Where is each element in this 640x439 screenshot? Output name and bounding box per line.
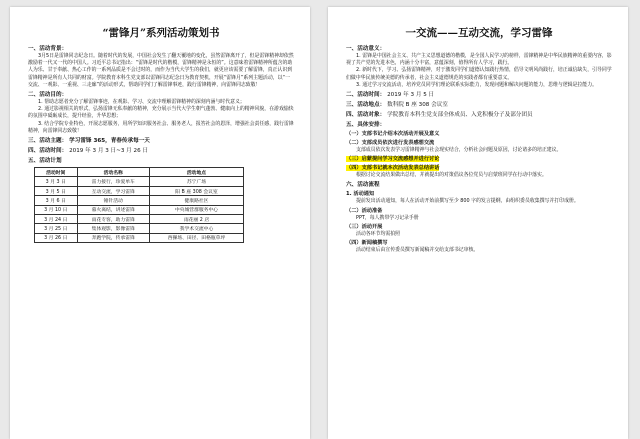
table-row — [35, 196, 244, 205]
significance-paragraph-1: 1. 雷锋是中国社会主义、共产主义思想道德的楷模，是全国人民学习的榜样，雷锋精神是中华民族精神的重要内容，影视了共产党的先进本色，内涵十分丰富，意蕴深刻，值得所有人学习，践行。 — [346, 53, 612, 67]
section-heading-arrangement: 五、具体安排： — [346, 122, 386, 129]
section-theme — [28, 138, 294, 145]
section-heading-plan: 五、活动计划 — [28, 158, 62, 165]
table-cell: 苏宁广场 — [149, 177, 243, 186]
section-heading-significance: 一、活动意义： — [346, 46, 386, 52]
audience-value: 学院教育本科生党支部全体成员、入党积极分子及部分团员 — [387, 112, 533, 119]
process-step-3-detail: 活动各环节均需拍照 — [356, 230, 401, 237]
table-header-row — [35, 168, 244, 177]
table-row — [35, 186, 244, 195]
table-cell: 奔跑学院，传承雷锋 — [77, 233, 149, 242]
section-heading-time: 四、活动时间： — [28, 148, 68, 155]
table-cell: 3 月 6 日 — [35, 196, 78, 205]
section-heading-background: 一、活动背景： — [28, 46, 68, 52]
table-header-cell: 活动时间 — [35, 168, 78, 177]
purpose-paragraph-2: 2. 通过影视相关的形式，弘扬雷锋无私奉献的精神，充分展示当代大学生朝气蓬勃、健康向上的精神风貌，在游戏愉快的氛围中砥砺成长，提升经验，升华思想； — [28, 106, 294, 120]
section-audience — [346, 112, 612, 119]
table-row — [35, 205, 244, 214]
page-title: “雷锋月”系列活动策划书 — [102, 27, 220, 39]
table-cell: 健康路社区 — [149, 196, 243, 205]
table-row — [35, 214, 244, 223]
purpose-paragraph-3: 3. 结合学院专业特色，开展志愿服务，用所学知识服务社会、服务老人，报答社会的恩泽，增强社会责任感，践行雷锋精神，向雷锋同志致敬！ — [28, 120, 294, 134]
table-cell: 3 月 24 日 — [35, 214, 78, 223]
table-header-cell: 活动名称 — [77, 168, 149, 177]
background-paragraph: 3月5日是雷锋同志纪念日。随着时代的发展，中国社会发生了翻天覆地的变化，虽然雷锋离开了，但是雷锋精神却依然激励着一代又一代的中国人。习近平总书记指出：“雷锋是时代的楷模，雷锋精神是永恒的”。这意味着雷锋精神所蕴含的助人为乐、甘于奉献、热心工作的一系列品质是不会过时的，而作为当代大学生的我们，就更应该需要了解雷锋，真正认识到雷锋精神是所有人共同的财富。学院教育本科生党支部以雷锋同志纪念日为教育契机，开展“雷锋月”系列主题活动，以“一交流、一观影、一重视、三走廊”的活动形式，帮助同学们了解雷锋事迹，践行雷锋精神，向雷锋同志致敬！ — [28, 53, 294, 88]
table-cell: 雷力接行，珍爱单车 — [77, 177, 149, 186]
table-cell: 3 月 5 日 — [35, 186, 78, 195]
table-cell: 我学术交流中心 — [149, 224, 243, 233]
section-heading-theme: 三、活动主题： — [28, 138, 68, 145]
location-value: 数科院 B 座 308 会议室 — [387, 102, 448, 109]
page-title: 一交流——互动交流，学习雷锋 — [405, 27, 553, 39]
table-row — [35, 224, 244, 233]
table-cell: 雨花丽 2 店 — [149, 214, 243, 223]
process-step-3: （三）活动开展 — [346, 223, 383, 230]
table-row — [35, 177, 244, 186]
table-cell: 3 月 10 日 — [35, 205, 78, 214]
process-step-2: （二）活动准备 — [346, 207, 383, 214]
time-value: 2019 年 3 月 5 日 — [387, 92, 435, 99]
table-cell: 3 月 3 日 — [35, 177, 78, 186]
table-cell: 暮火离结，讲述雷锋 — [77, 205, 149, 214]
section-heading-audience: 四、活动对象： — [346, 112, 386, 119]
arrangement-item-1: （一）支部书记介绍本次活动开展及意义 — [346, 131, 440, 138]
table-cell: 3 月 26 日 — [35, 233, 78, 242]
process-step-1-detail: 提前发出活动通知，每人在活动开始前撰写至少 800 字的发言提纲，由组织委员收集撰写并打印成册。 — [356, 198, 579, 205]
section-heading-location: 三、活动地点： — [346, 102, 386, 109]
table-row — [35, 233, 244, 242]
highlighted-text: （三）启蒙提问学习交流感想并进行讨论 — [346, 156, 440, 163]
table-cell: 阳 B 座 308 会议室 — [149, 186, 243, 195]
section-time — [346, 92, 612, 99]
process-step-4: （四）新闻稿撰写 — [346, 240, 388, 247]
process-step-1: 1. 活动通知 — [346, 191, 375, 198]
arrangement-item-4-detail: 根据讨论交流结果做出总结，并就提出的对策倡议各位党员与启蒙班同学在行动中落实。 — [356, 172, 547, 179]
time-value: 2019 年 3 月 3 日~3 月 26 日 — [69, 148, 149, 155]
table-cell: 中央城营群服务中心 — [149, 205, 243, 214]
section-heading-process: 六、活动流程 — [346, 182, 380, 189]
section-heading-purpose: 二、活动目的： — [28, 92, 68, 99]
arrangement-item-2-detail: 支部成员依次发表学习雷锋精神与社会现实结合，分析社会问题及原因，讨论诸多的培正建议。 — [356, 147, 562, 154]
highlighted-text: （四）支部书记就本次活动发表总结讲话 — [346, 165, 440, 172]
process-step-4-detail: 活动结束后由宣传委员撰写新闻稿并交给支部书记审核。 — [356, 247, 479, 254]
document-page-left — [10, 7, 310, 439]
significance-paragraph-2: 2. 新时代下，学习、弘扬雷锋精神，对于激发同学们道德认知践行热情，倡导文明风尚践行，培正诚信缺失，引导同学们做中华民族传统美德的传承者，社会主义道德规范的实践者都有重要意义。 — [346, 67, 612, 81]
section-heading-time: 二、活动时间： — [346, 92, 386, 99]
table-cell: 西操场、田径、田格瓶草坪 — [149, 233, 243, 242]
table-cell: 锤针活动 — [77, 196, 149, 205]
arrangement-item-3 — [346, 156, 612, 163]
table-cell: 互动交流，学习雷锋 — [77, 186, 149, 195]
purpose-paragraph-1: 1. 帮助志愿者充分了解雷锋事迹，在观影、学习、交流中理解雷锋精神的深刻内涵与时代意义； — [38, 99, 245, 106]
section-time — [28, 148, 294, 155]
arrangement-item-2: （二）支部成员依次进行发表感想交流 — [346, 140, 435, 147]
table-cell: 3 月 25 日 — [35, 224, 78, 233]
table-cell: 集体观影，影像雷锋 — [77, 224, 149, 233]
theme-value: 学习雷锋 365，青春传承每一天 — [69, 138, 150, 145]
table-header-cell: 活动地点 — [149, 168, 243, 177]
section-location — [346, 102, 612, 109]
significance-paragraph-3: 3. 通过学习交流活动，培养党员同学们理论联系实际能力，发现问题和解决问题的能力，思维与逻辑是拉能力。 — [356, 81, 597, 88]
activity-plan-table — [34, 167, 244, 243]
process-step-2-detail: PPT，每人携带学习记录手册 — [356, 214, 419, 221]
document-page-right — [328, 7, 628, 439]
table-cell: 雨花专客，助力雷锋 — [77, 214, 149, 223]
